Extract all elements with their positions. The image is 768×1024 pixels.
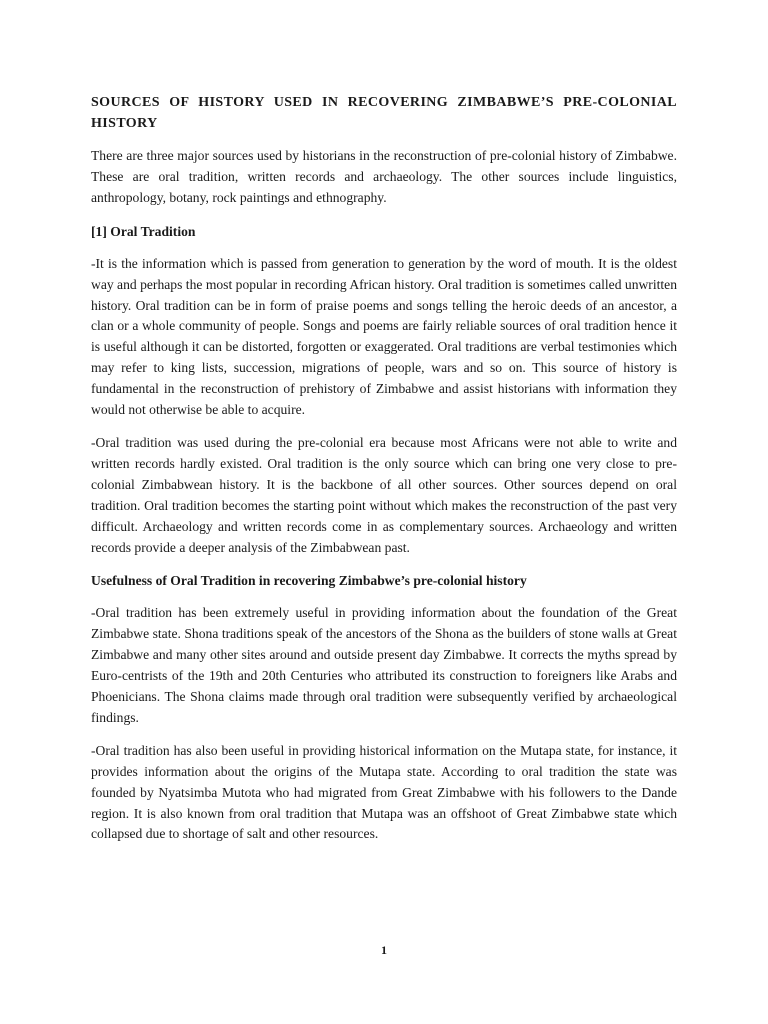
usefulness-paragraph-1: -Oral tradition has been extremely useful in providing information about the foundation of the Great Zimbabwe state. Shona traditions speak of the ancestors of the Shona as the builders of stone walls at Great Zimbabwe and many other sites around and outside present day Zimbabwe. It corrects the myths spread by Euro-centrists of the 19th and 20th Centuries who attributed its construction to foreigners like Arabs and Phoenicians. The Shona claims made through oral tradition were subsequently verified by archaeological findings. <box>91 605 677 725</box>
oral-tradition-paragraph-2: -Oral tradition was used during the pre-colonial era because most Africans were not able to write and written records hardly existed. Oral tradition is the only source which can bring one very close to pre-colonial Zimbabwean history. It is the backbone of all other sources. Other sources depend on oral tradition. Oral tradition becomes the starting point without which makes the reconstruction of the past very difficult. Archaeology and written records come in as complementary sources. Archaeology and written records provide a deeper analysis of the Zimbabwean past. <box>91 434 677 555</box>
usefulness-paragraph-2: -Oral tradition has also been useful in providing historical information on the Mutapa state, for instance, it provides information about the origins of the Mutapa state. According to oral tradition the state was founded by Nyatsimba Mutota who had migrated from Great Zimbabwe with his followers to the Dande region. It is also known from oral tradition that Mutapa was an offshoot of Great Zimbabwe state which collapsed due to shortage of salt and other resources. <box>91 742 677 842</box>
intro-paragraph: There are three major sources used by historians in the reconstruction of pre-colonial history of Zimbabwe. These are oral tradition, written records and archaeology. The other sources include linguistics, anthropology, botany, rock paintings and ethnography. <box>91 148 677 205</box>
section-heading-oral-tradition: [1] Oral Tradition <box>91 223 196 239</box>
document-title: SOURCES OF HISTORY USED IN RECOVERING ZIMBABWE’S PRE-COLONIAL HISTORY <box>91 95 677 131</box>
page-number: 1 <box>381 943 387 957</box>
section-heading-usefulness: Usefulness of Oral Tradition in recovering Zimbabwe’s pre-colonial history <box>91 573 527 589</box>
page-content <box>91 92 677 845</box>
oral-tradition-paragraph-1: -It is the information which is passed from generation to generation by the word of mouth. It is the oldest way and perhaps the most popular in recording African history. Oral tradition is sometimes called unwritten history. Oral tradition can be in form of praise poems and songs telling the heroic deeds of an ancestor, a clan or a whole community of people. Songs and poems are fairly reliable sources of oral tradition hence it is useful although it can be distorted, forgotten or exaggerated. Oral traditions are verbal testimonies which may refer to king lists, succession, migrations of people, wars and so on. This source of history is fundamental in the reconstruction of prehistory of Zimbabwe and assist historians with information they would not otherwise be able to acquire. <box>91 255 677 418</box>
